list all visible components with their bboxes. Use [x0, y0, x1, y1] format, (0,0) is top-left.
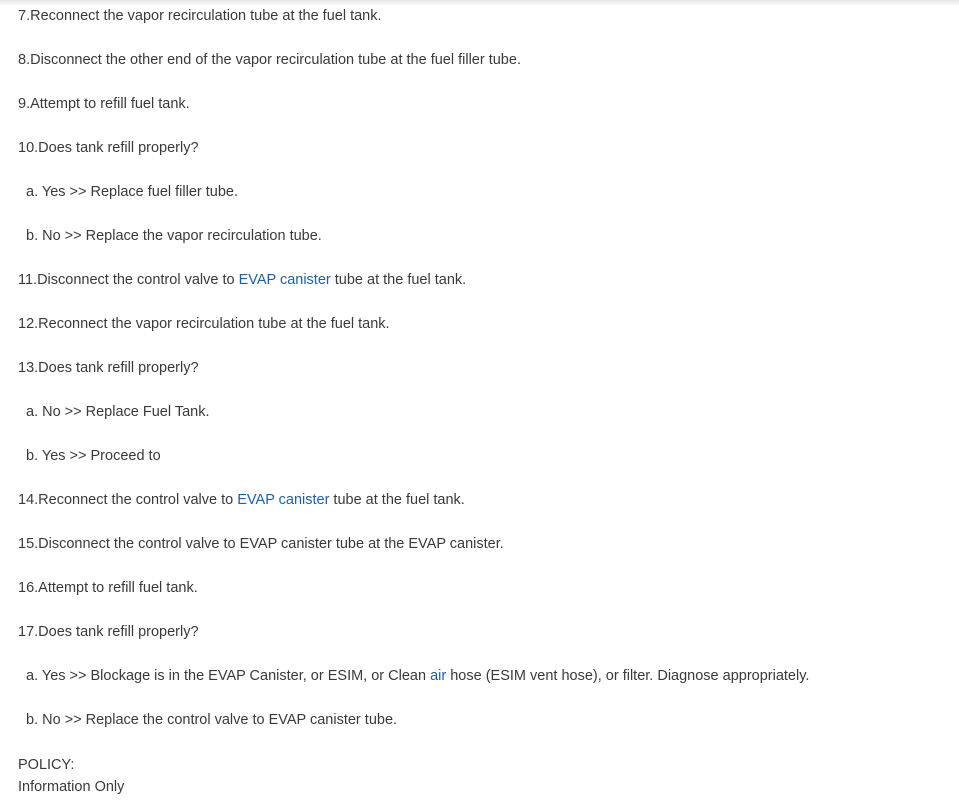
step-17: 17.Does tank refill properly?	[18, 624, 199, 640]
policy-value: Information Only	[18, 779, 125, 795]
step-10: 10.Does tank refill properly?	[18, 140, 199, 156]
step-11-text-post: tube at the fuel tank.	[330, 272, 467, 288]
step-13-option-b: b. Yes >> Proceed to	[26, 448, 161, 464]
step-17-option-a	[18, 666, 948, 710]
evap-canister-link-2[interactable]: EVAP canister	[237, 492, 330, 508]
step-7: 7.Reconnect the vapor recirculation tube at the fuel tank.	[18, 8, 382, 24]
policy-label: POLICY:	[18, 757, 75, 773]
evap-canister-link[interactable]: EVAP canister	[238, 272, 331, 288]
step-12: 12.Reconnect the vapor recirculation tube at the fuel tank.	[18, 316, 390, 332]
step-14	[18, 490, 948, 534]
step-13-option-a: a. No >> Replace Fuel Tank.	[26, 404, 210, 420]
step-10-option-b: b. No >> Replace the vapor recirculation tube.	[26, 228, 322, 244]
step-17a-text-pre: a. Yes >> Blockage is in the EVAP Canister, or ESIM, or Clean	[26, 668, 431, 684]
air-link[interactable]: air	[430, 668, 447, 684]
step-10-option-a: a. Yes >> Replace fuel filler tube.	[26, 184, 239, 200]
step-16: 16.Attempt to refill fuel tank.	[18, 580, 198, 596]
step-14-text-post: tube at the fuel tank.	[329, 492, 465, 508]
step-15: 15.Disconnect the control valve to EVAP canister tube at the EVAP canister.	[18, 536, 504, 552]
step-17a-text-post: hose (ESIM vent hose), or filter. Diagnose appropriately.	[446, 668, 810, 684]
step-14-text-pre: 14.Reconnect the control valve to	[18, 492, 238, 508]
procedure-content	[18, 6, 948, 798]
step-13: 13.Does tank refill properly?	[18, 360, 199, 376]
step-8: 8.Disconnect the other end of the vapor recirculation tube at the fuel filler tube.	[18, 52, 521, 68]
step-11-text-pre: 11.Disconnect the control valve to	[18, 272, 239, 288]
step-11	[18, 270, 948, 314]
step-9: 9.Attempt to refill fuel tank.	[18, 96, 190, 112]
step-17-option-b: b. No >> Replace the control valve to EVAP canister tube.	[26, 712, 398, 728]
